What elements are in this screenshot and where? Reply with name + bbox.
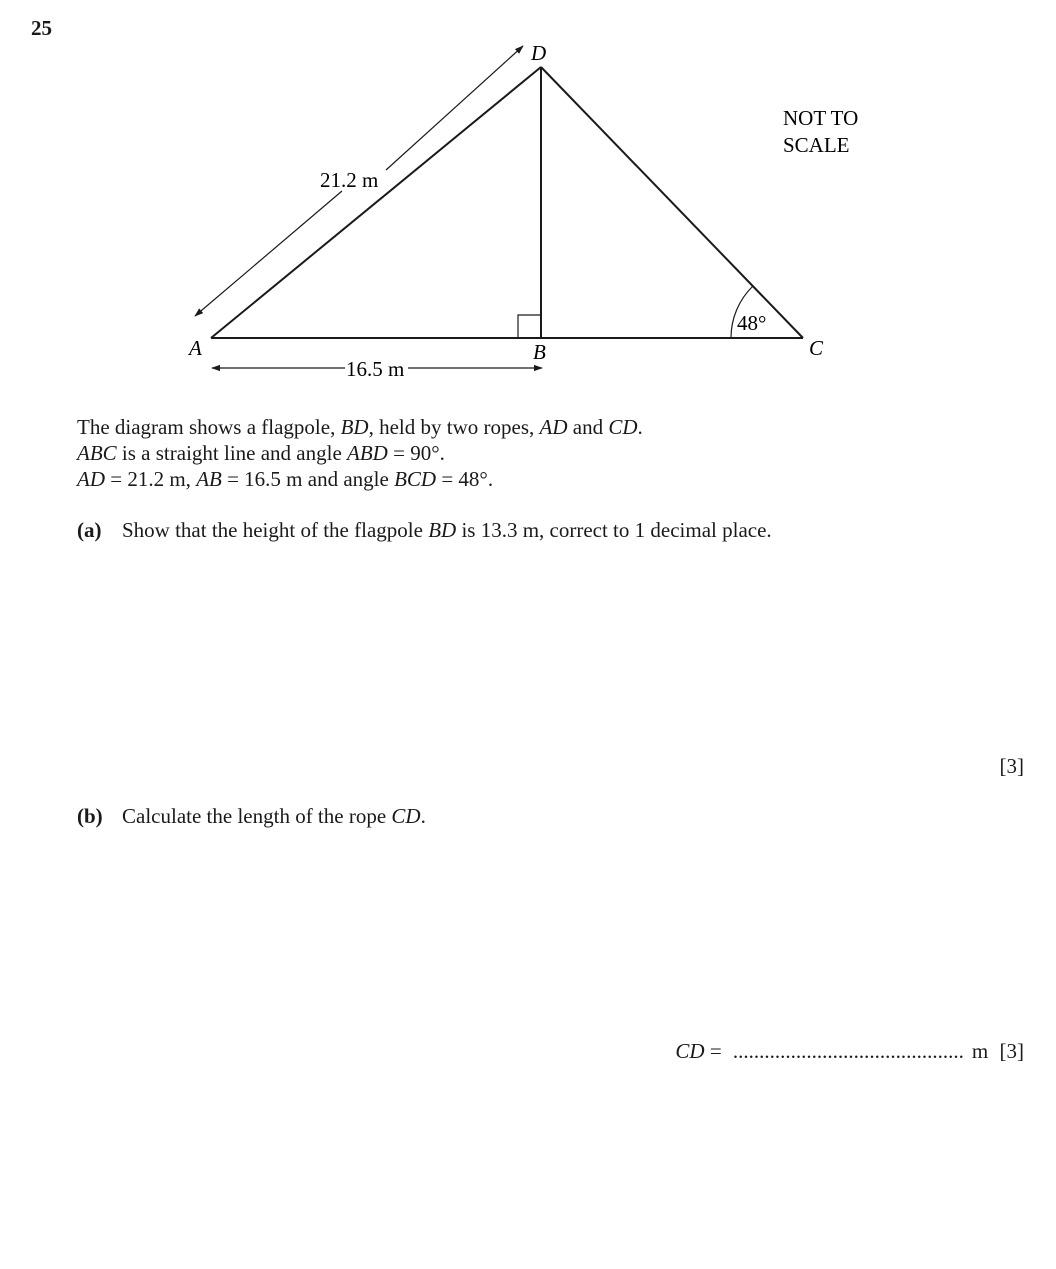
length-label-ad: 21.2 m	[320, 168, 379, 192]
angle-label-c: 48°	[737, 311, 767, 335]
right-angle-marker	[518, 315, 541, 338]
flagpole-diagram	[0, 0, 1056, 400]
part-a-label: (a)	[77, 518, 102, 542]
part-b-answer-line	[675, 1039, 1024, 1064]
part-b-question: (b) Calculate the length of the rope CD.	[77, 804, 426, 828]
answer-equals: =	[709, 1039, 722, 1063]
length-label-ab: 16.5 m	[346, 357, 405, 381]
answer-variable: CD	[675, 1039, 705, 1063]
intro-line-3: AD = 21.2 m, AB = 16.5 m and angle BCD = 48°.	[77, 467, 494, 491]
part-a-question: (a) Show that the height of the flagpole BD is 13.3 m, correct to 1 decimal place.	[77, 518, 772, 542]
vertex-label-c: C	[809, 336, 824, 360]
vertex-label-d: D	[531, 41, 547, 65]
intro-line-2: ABC is a straight line and angle ABD = 90°.	[77, 441, 445, 465]
not-to-scale-line1: NOT TO	[783, 106, 859, 130]
part-b-marks: [3]	[999, 1039, 1024, 1063]
vertex-label-b: B	[533, 340, 546, 364]
dimension-arrow-ad-upper	[386, 46, 523, 170]
question-number: 25	[31, 16, 52, 40]
not-to-scale-line2: SCALE	[783, 133, 850, 157]
answer-unit: m	[971, 1039, 989, 1063]
side-DC	[541, 67, 803, 338]
answer-blank[interactable]: ............................................	[732, 1039, 964, 1063]
part-b-label: (b)	[77, 804, 103, 828]
question-intro	[77, 414, 643, 492]
part-a-marks: [3]	[999, 754, 1024, 778]
side-AD	[211, 67, 541, 338]
intro-line-1: The diagram shows a flagpole, BD, held by two ropes, AD and CD.	[77, 415, 643, 439]
vertex-label-a: A	[189, 336, 202, 360]
dimension-arrow-ad-lower	[195, 191, 342, 316]
